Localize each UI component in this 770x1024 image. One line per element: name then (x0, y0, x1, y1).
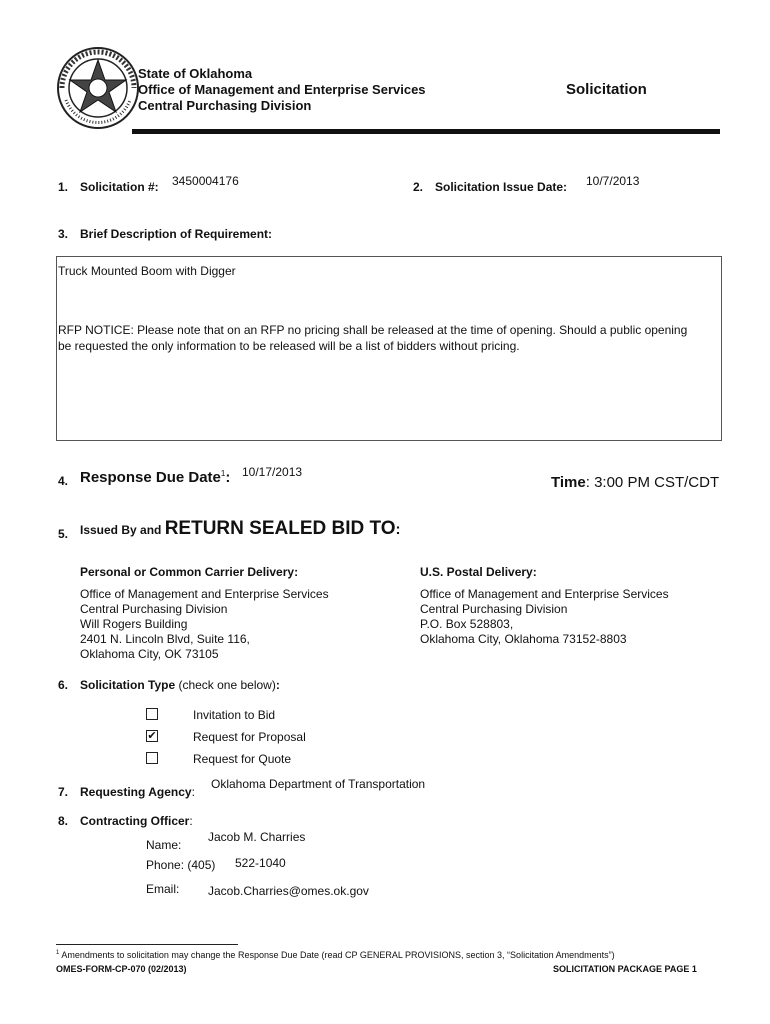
issue-date-label: Solicitation Issue Date: (435, 180, 568, 194)
personal-delivery-heading: Personal or Common Carrier Delivery: (80, 565, 299, 579)
page-label: SOLICITATION PACKAGE PAGE 1 (553, 964, 697, 974)
officer-phone-label: Phone: (405) (146, 858, 216, 872)
request-for-proposal-checkbox[interactable]: ✔ (147, 730, 157, 742)
header-rule (132, 129, 720, 134)
address-line: Will Rogers Building (80, 617, 188, 631)
contracting-officer-label: Contracting Officer: (80, 814, 193, 828)
rfp-notice-line2: be requested the only information to be released will be a list of bidders without pricing. (58, 339, 520, 353)
address-line: Central Purchasing Division (420, 602, 568, 616)
return-sealed-bid-label: Issued By and RETURN SEALED BID TO: (80, 518, 401, 539)
address-line: Oklahoma City, Oklahoma 73152-8803 (420, 632, 627, 646)
description-label: Brief Description of Requirement: (80, 227, 273, 241)
response-time (551, 474, 719, 491)
document-type-title: Solicitation (566, 81, 647, 98)
invitation-to-bid-checkbox[interactable] (146, 708, 158, 720)
address-line: Office of Management and Enterprise Services (420, 587, 669, 601)
header-office: Office of Management and Enterprise Services (138, 82, 426, 97)
solicitation-number-value: 3450004176 (172, 174, 239, 188)
officer-email-label: Email: (146, 882, 180, 896)
field1-number: 1. (58, 180, 69, 194)
request-for-quote-checkbox[interactable] (146, 752, 158, 764)
solicitation-number-label: Solicitation #: (80, 180, 159, 194)
response-due-date-label: Response Due Date$^1$: (80, 469, 231, 486)
field8-number: 8. (58, 814, 69, 828)
issue-date-value: 10/7/2013 (586, 174, 640, 188)
postal-delivery-heading: U.S. Postal Delivery: (420, 565, 537, 579)
field5-number: 5. (58, 527, 69, 541)
solicitation-type-label: Solicitation Type (check one below): (80, 678, 280, 692)
request-for-proposal-label: Request for Proposal (193, 730, 306, 744)
address-line: Office of Management and Enterprise Services (80, 587, 329, 601)
rfp-notice-line1: RFP NOTICE: Please note that on an RFP no pricing shall be released at the time of opening. Should a public opening (58, 323, 688, 337)
header-division: Central Purchasing Division (138, 98, 312, 113)
address-line: Central Purchasing Division (80, 602, 228, 616)
time-label: Time (551, 474, 586, 491)
footnote: $^1$ Amendments to solicitation may change the Response Due Date (read CP GENERAL PROVISIONS, section 3, “Solicitation Amendments”) (56, 950, 615, 960)
request-for-quote-label: Request for Quote (193, 752, 292, 766)
requesting-agency-label: Requesting Agency: (80, 785, 195, 799)
field3-number: 3. (58, 227, 69, 241)
field4-number: 4. (58, 474, 69, 488)
field6-number: 6. (58, 678, 69, 692)
footnote-ref: 1 (220, 469, 226, 478)
requesting-agency-value: Oklahoma Department of Transportation (211, 777, 426, 791)
field2-number: 2. (413, 180, 424, 194)
form-id: OMES-FORM-CP-070 (02/2013) (56, 964, 187, 974)
personal-delivery-address (80, 587, 329, 662)
officer-name-value: Jacob M. Charries (208, 830, 306, 844)
footnote-rule (56, 944, 238, 945)
response-due-date-value: 10/17/2013 (242, 465, 303, 479)
state-seal (56, 46, 140, 130)
officer-name-label: Name: (146, 838, 182, 852)
description-text: Truck Mounted Boom with Digger (58, 264, 236, 278)
invitation-to-bid-label: Invitation to Bid (193, 708, 276, 722)
description-box (56, 256, 722, 441)
address-line: Oklahoma City, OK 73105 (80, 647, 219, 661)
time-value: : 3:00 PM CST/CDT (585, 474, 720, 491)
postal-delivery-address (420, 587, 669, 647)
officer-phone-value: 522-1040 (235, 856, 286, 870)
officer-email-value: Jacob.Charries@omes.ok.gov (208, 884, 369, 898)
header-state: State of Oklahoma (138, 66, 253, 81)
field7-number: 7. (58, 785, 69, 799)
address-line: 2401 N. Lincoln Blvd, Suite 116, (80, 632, 250, 646)
address-line: P.O. Box 528803, (420, 617, 514, 631)
